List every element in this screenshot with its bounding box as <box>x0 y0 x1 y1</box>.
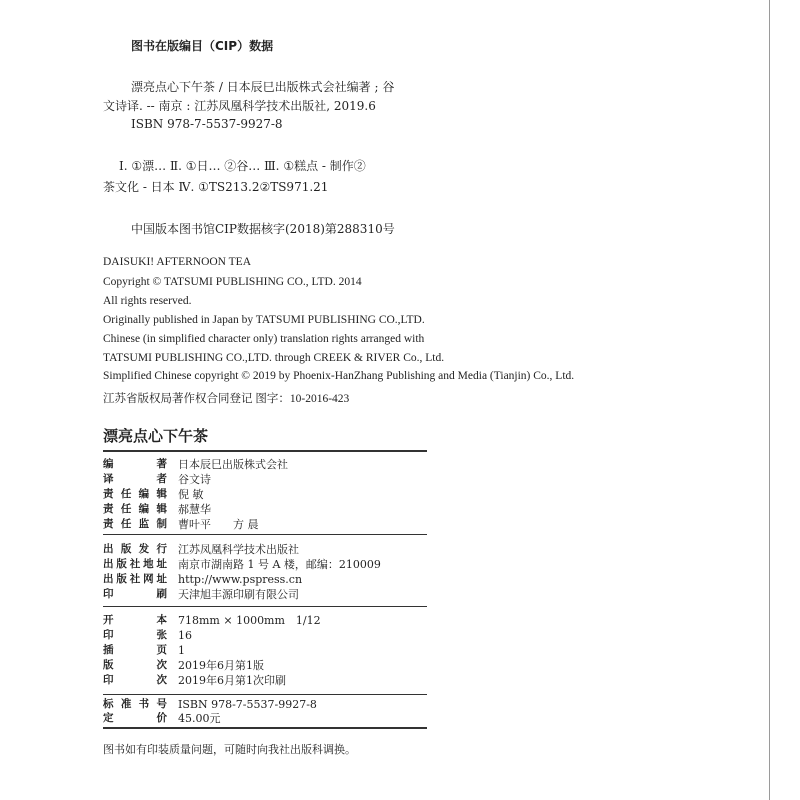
cip-line: 茶文化 - 日本 Ⅳ. ①TS213.2②TS971.21 <box>103 180 329 194</box>
copyright-line: Simplified Chinese copyright © 2019 by Phoenix-HanZhang Publishing and Media (Tianjin) Co., Ltd. <box>103 370 575 382</box>
cip-line: ISBN 978-7-5537-9927-8 <box>131 117 283 131</box>
publisher-label: 出版社网址 <box>103 573 167 585</box>
credit-label: 译者 <box>103 473 167 485</box>
publisher-value: 南京市湖南路 1 号 A 楼，邮编：210009 <box>178 558 381 571</box>
credit-value: 倪 敏 <box>178 488 204 501</box>
credit-value: 谷文诗 <box>178 473 211 486</box>
publisher-label: 印刷 <box>103 588 167 600</box>
isbn-value: ISBN 978-7-5537-9927-8 <box>178 698 317 711</box>
publisher-url: http://www.pspress.cn <box>178 573 303 586</box>
credit-label: 责任编辑 <box>103 503 167 515</box>
spec-label: 开本 <box>103 614 167 626</box>
credit-label: 编著 <box>103 458 167 470</box>
credit-value: 曹叶平 方 晨 <box>178 518 259 531</box>
copyright-line: Copyright © TATSUMI PUBLISHING CO., LTD. 2014 <box>103 276 362 288</box>
cip-line: 中国版本图书馆CIP数据核字(2018)第288310号 <box>131 222 395 236</box>
copyright-line: TATSUMI PUBLISHING CO.,LTD. through CREEK & RIVER Co., Ltd. <box>103 352 445 364</box>
cip-heading: 图书在版编目（CIP）数据 <box>131 39 274 53</box>
spec-value: 16 <box>178 629 192 642</box>
spec-label: 插页 <box>103 644 167 656</box>
divider-rule <box>103 450 427 452</box>
divider-rule <box>103 727 427 729</box>
price-value: 45.00元 <box>178 712 221 725</box>
cip-line: 文诗译. -- 南京 : 江苏凤凰科学技术出版社, 2019.6 <box>103 99 376 113</box>
cip-line: 漂亮点心下午茶 / 日本辰巳出版株式会社编著 ; 谷 <box>131 80 395 94</box>
spec-value: 718mm × 1000mm 1/12 <box>178 614 321 627</box>
copyright-line: 江苏省版权局著作权合同登记 图字：10-2016-423 <box>103 393 350 405</box>
spec-label: 印次 <box>103 674 167 686</box>
credit-value: 郝慧华 <box>178 503 211 516</box>
copyright-line: All rights reserved. <box>103 295 192 307</box>
publisher-value: 天津旭丰源印刷有限公司 <box>178 588 299 601</box>
spec-value: 1 <box>178 644 185 657</box>
copyright-line: DAISUKI! AFTERNOON TEA <box>103 256 252 268</box>
cip-line: Ⅰ. ①漂… Ⅱ. ①日… ②谷… Ⅲ. ①糕点 - 制作② <box>119 159 366 173</box>
price-label: 定价 <box>103 712 167 724</box>
spec-label: 版次 <box>103 659 167 671</box>
divider-rule <box>103 694 427 695</box>
copyright-line: Originally published in Japan by TATSUMI PUBLISHING CO.,LTD. <box>103 314 425 326</box>
divider-rule <box>103 534 427 535</box>
book-title: 漂亮点心下午茶 <box>103 427 209 445</box>
credit-label: 责任编辑 <box>103 488 167 500</box>
spec-value: 2019年6月第1版 <box>178 659 264 672</box>
quality-note: 图书如有印装质量问题，可随时向我社出版科调换。 <box>103 743 356 756</box>
publisher-label: 出版发行 <box>103 543 167 555</box>
spec-label: 印张 <box>103 629 167 641</box>
credit-label: 责任监制 <box>103 518 167 530</box>
publisher-label: 出版社地址 <box>103 558 167 570</box>
copyright-line: Chinese (in simplified character only) translation rights arranged with <box>103 333 425 345</box>
publisher-value: 江苏凤凰科学技术出版社 <box>178 543 299 556</box>
divider-rule <box>103 606 427 607</box>
credit-value: 日本辰巳出版株式会社 <box>178 458 288 471</box>
spec-value: 2019年6月第1次印刷 <box>178 674 286 687</box>
page-edge-line <box>769 0 770 800</box>
isbn-label: 标准书号 <box>103 698 167 710</box>
